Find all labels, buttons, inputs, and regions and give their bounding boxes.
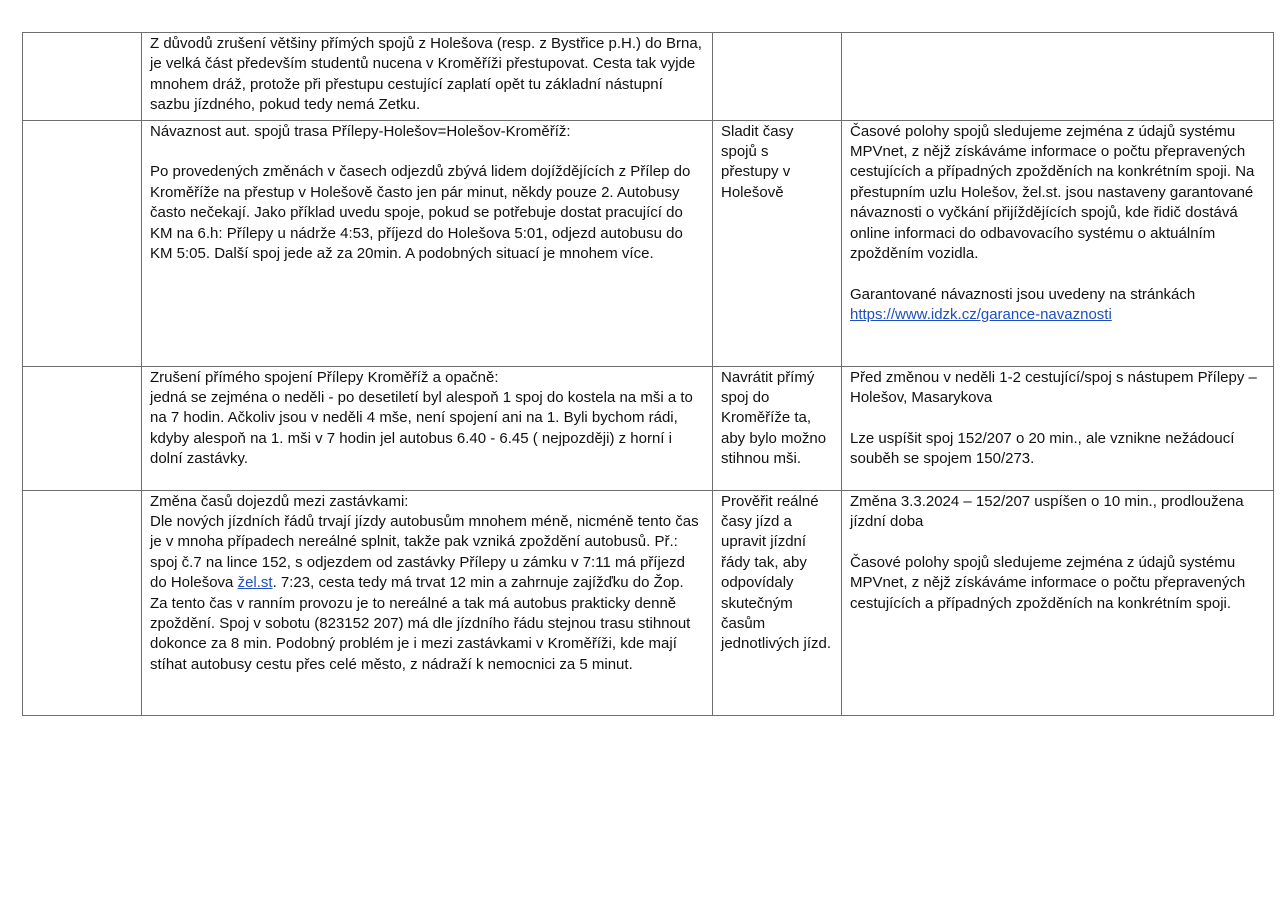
problem-title: Návaznost aut. spojů trasa Přílepy-Holešov=Holešov-Kroměříž:: [150, 122, 571, 140]
guarantee-link[interactable]: https://www.idzk.cz/garance-navaznosti: [850, 306, 1112, 324]
problem-cell: [142, 366, 713, 490]
response-cell: [842, 33, 1274, 121]
problem-text: Z důvodů zrušení většiny přímých spojů z Holešova (resp. z Bystřice p.H.) do Brna, je velká část především studentů nucena v Kroměříži přestupovat. Cesta tak vyjde mnohem dráž, protože při přestupu cestující zaplatí opět tu základní nástupní sazbu jízdného, pokud tedy nemá Zetku.: [150, 35, 702, 114]
paragraph-gap: [150, 142, 704, 162]
paragraph-gap: [850, 408, 1265, 428]
proposal-cell: [713, 33, 842, 121]
proposal-cell: [713, 366, 842, 490]
feedback-table: [22, 32, 1274, 716]
proposal-text: Prověřit reálné časy jízd a upravit jízdní řády tak, aby odpovídaly skutečným časům jednotlivých jízd.: [721, 492, 832, 653]
problem-body-end: . 7:23, cesta tedy má trvat 12 min a zahrnuje zajížďku do Žop. Za tento čas v ranním provozu je to nereálné a tak má autobus prakticky denně zpoždění. Spoj v sobotu (823152 207) má dle jízdního řádu stejnou trasu stihnout dokonce za 8 min. Podobný problém je i mezi zastávkami v Kroměříži, kde mají stíhat autobusy cestu přes celé město, z nádraží k nemocnici za 5 minut.: [150, 574, 691, 673]
problem-title: Zrušení přímého spojení Přílepy Kroměříž a opačně:: [150, 368, 499, 386]
table-row: [23, 490, 1274, 715]
response-paragraph: Časové polohy spojů sledujeme zejména z údajů systému MPVnet, z nějž získáváme informace o počtu přepravených cestujících a případných zpožděních na konkrétním spoji. Na přestupním uzlu Holešov, žel.st. jsou nastaveny garantované návaznosti o vyčkání přijíždějících spojů, kde řidič dostává online informaci do odbavovacího systému o aktuálním zpožděním vozidla.: [850, 122, 1255, 263]
problem-body: [150, 512, 704, 675]
problem-cell: [142, 120, 713, 366]
proposal-cell: [713, 120, 842, 366]
row-index-cell: [23, 120, 142, 366]
problem-title: Změna časů dojezdů mezi zastávkami:: [150, 492, 409, 510]
proposal-cell: [713, 490, 842, 715]
response-paragraph: Lze uspíšit spoj 152/207 o 20 min., ale vznikne nežádoucí souběh se spojem 150/273.: [850, 429, 1235, 468]
paragraph-gap: [850, 532, 1265, 552]
problem-body: jedná se zejména o neděli - po desetiletí byl alespoň 1 spoj do kostela na mši a to na 7 hodin. Ačkoliv jsou v neděli 4 mše, není spojení ani na 1. Byli bychom rádi, kdyby alespoň na 1. mši v 7 hodin jel autobus 6.40 - 6.45 ( nejpozději) z horní i dolní zastávky.: [150, 389, 693, 468]
proposal-text: Navrátit přímý spoj do Kroměříže ta, aby bylo možno stihnou mši.: [721, 368, 827, 468]
response-paragraph: Časové polohy spojů sledujeme zejména z údajů systému MPVnet, z nějž získáváme informace o počtu přepravených cestujících a případných zpožděních na konkrétním spoji.: [850, 553, 1246, 612]
proposal-text: Sladit časy spojů s přestupy v Holešově: [721, 122, 794, 201]
problem-cell: [142, 490, 713, 715]
row-index-cell: [23, 490, 142, 715]
problem-body: Po provedených změnách v časech odjezdů zbývá lidem dojíždějících z Přílep do Kroměříže na přestup v Holešově často jen pár minut, někdy pouze 2. Autobusy často nečekají. Jako příklad uvedu spoje, pokud se potřebuje dostat pracující do KM na 6.h: Přílepy u nádrže 4:53, příjezd do Holešova 5:01, odjezd autobusu do KM 5:05. Další spoj jede až za 20min. A podobných situací je mnohem více.: [150, 163, 691, 263]
response-cell: [842, 366, 1274, 490]
response-paragraph: Před změnou v neděli 1-2 cestující/spoj s nástupem Přílepy – Holešov, Masarykova: [850, 368, 1257, 407]
row-index-cell: [23, 366, 142, 490]
table-row: [23, 33, 1274, 121]
problem-body-start: Dle nových jízdních řádů trvají jízdy autobusům mnohem méně, nicméně tento čas je v mnoha případech nereálné splnit, takže pak vzniká zpoždění autobusů. Př.: spoj č.7 na lince 152, s odjezdem od zastávky Přílepy u zámku v 7:11 má příjezd do Holešova: [150, 513, 699, 592]
response-cell: [842, 490, 1274, 715]
paragraph-gap: [850, 264, 1265, 284]
problem-cell: [142, 33, 713, 121]
response-paragraph: Změna 3.3.2024 – 152/207 uspíšen o 10 min., prodloužena jízdní doba: [850, 492, 1244, 531]
table-row: [23, 366, 1274, 490]
table-row: [23, 120, 1274, 366]
station-link[interactable]: žel.st: [237, 574, 273, 592]
response-paragraph: Garantované návaznosti jsou uvedeny na stránkách: [850, 285, 1196, 303]
row-index-cell: [23, 33, 142, 121]
response-cell: [842, 120, 1274, 366]
